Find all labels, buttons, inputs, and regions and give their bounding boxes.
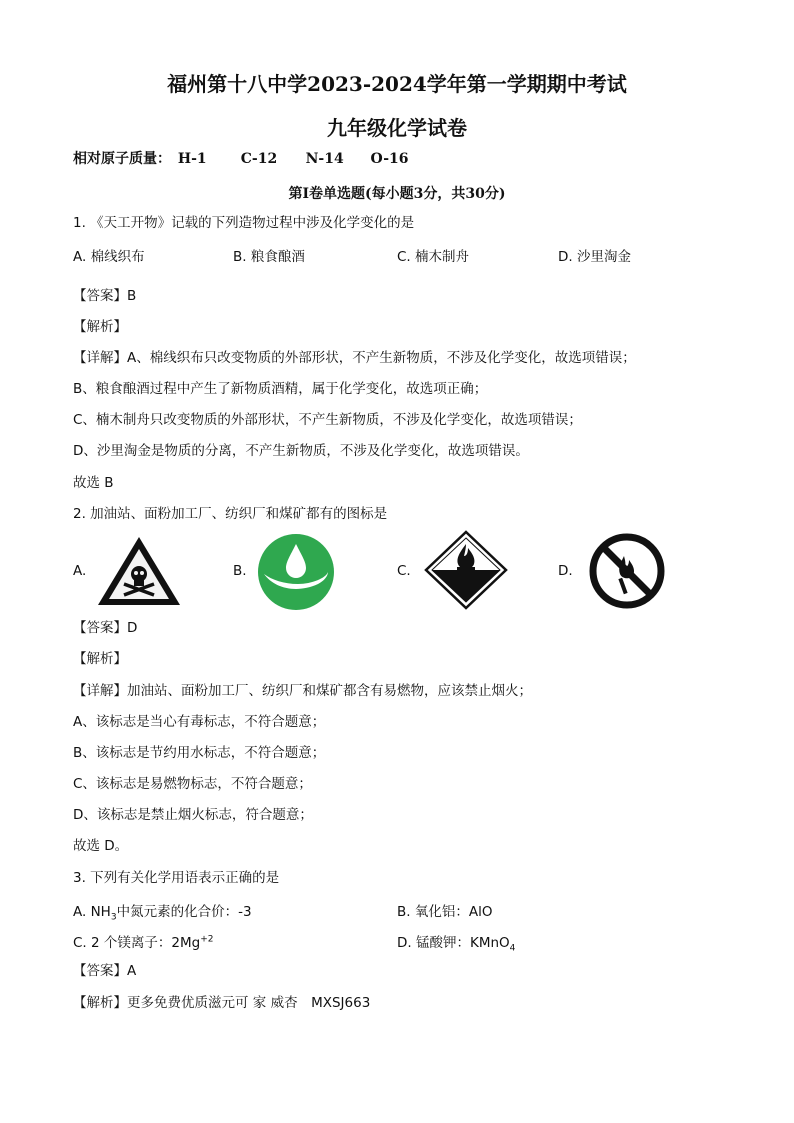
q2-analysis: 【解析】 [73, 651, 127, 667]
q3-stem: 3. 下列有关化学用语表示正确的是 [73, 870, 280, 886]
atomic-mass-label: 相对原子质量： [73, 151, 171, 167]
q3-option-a-pre: A. NH [73, 904, 111, 920]
q2-detail-line: D、该标志是禁止烟火标志，符合题意； [73, 807, 313, 823]
q2-stem: 2. 加油站、面粉加工厂、纺织厂和煤矿都有的图标是 [73, 506, 388, 522]
q1-option-c: C. 楠木制舟 [397, 249, 470, 265]
toxic-warning-icon [96, 535, 182, 607]
q2-answer: 【答案】D [73, 620, 138, 636]
q1-detail-line: B、粮食酿酒过程中产生了新物质酒精，属于化学变化，故选项正确； [73, 381, 488, 397]
q1-analysis: 【解析】 [73, 319, 127, 335]
q1-detail-line: D、沙里淘金是物质的分离，不产生新物质，不涉及化学变化，故选项错误。 [73, 443, 529, 459]
q2-label-d: D. [558, 563, 573, 579]
q1-option-d: D. 沙里淘金 [558, 249, 631, 265]
q1-stem: 1. 《天工开物》记载的下列造物过程中涉及化学变化的是 [73, 215, 415, 231]
section-heading: 第Ⅰ卷单选题(每小题3分，共30分) [288, 186, 506, 202]
q1-conclusion: 故选 B [73, 475, 114, 491]
q2-detail-line: 【详解】加油站、面粉加工厂、纺织厂和煤矿都含有易燃物，应该禁止烟火； [73, 683, 532, 699]
atom-h: H-1 [177, 151, 207, 167]
water-saving-icon [256, 532, 336, 612]
flammable-icon [424, 530, 508, 610]
q3-analysis: 【解析】 [73, 995, 127, 1011]
q3-answer: 【答案】A [73, 963, 137, 979]
q2-detail-line: C、该标志是易燃物标志，不符合题意； [73, 776, 312, 792]
exam-subtitle: 九年级化学试卷 [327, 116, 467, 140]
q3-option-c [73, 931, 213, 951]
q2-label-b: B. [233, 563, 247, 579]
q3-option-d-pre: D. 锰酸钾：KMnO [397, 935, 510, 951]
q1-detail-line: C、楠木制舟只改变物质的外部形状，不产生新物质，不涉及化学变化，故选项错误； [73, 412, 582, 428]
q2-label-c: C. [397, 563, 411, 579]
q3-option-d-sub: 4 [509, 943, 516, 954]
q3-option-c-sup: +2 [200, 934, 214, 945]
no-fire-icon [588, 532, 666, 610]
q1-answer: 【答案】B [73, 288, 137, 304]
q3-option-a-sub: 3 [110, 912, 117, 923]
q3-option-c-pre: C. 2 个镁离子：2Mg [73, 935, 201, 951]
q3-option-a [73, 900, 252, 923]
atom-o: O-16 [370, 151, 409, 167]
q2-detail-line: B、该标志是节约用水标志，不符合题意； [73, 745, 326, 761]
q3-option-b: B. 氧化铝：AlO [397, 904, 493, 920]
q3-analysis-line [73, 994, 370, 1012]
q3-footer-note: 更多免费优质滋元可 家 威杏 MXSJ663 [127, 995, 371, 1011]
atomic-mass-line [73, 150, 409, 168]
q1-option-a: A. 棉线织布 [73, 249, 145, 265]
q1-option-b: B. 粮食酿酒 [233, 249, 305, 265]
atom-c: C-12 [240, 151, 278, 167]
exam-title: 福州第十八中学2023-2024学年第一学期期中考试 [167, 72, 627, 96]
q1-detail-line: 【详解】A、棉线织布只改变物质的外部形状，不产生新物质，不涉及化学变化，故选项错误； [73, 350, 636, 366]
q2-label-a: A. [73, 563, 87, 579]
q3-option-a-post: 中氮元素的化合价：-3 [116, 904, 252, 920]
atom-n: N-14 [305, 151, 344, 167]
q2-conclusion: 故选 D。 [73, 838, 129, 854]
q3-option-d [397, 931, 515, 954]
q2-detail-line: A、该标志是当心有毒标志，不符合题意； [73, 714, 326, 730]
